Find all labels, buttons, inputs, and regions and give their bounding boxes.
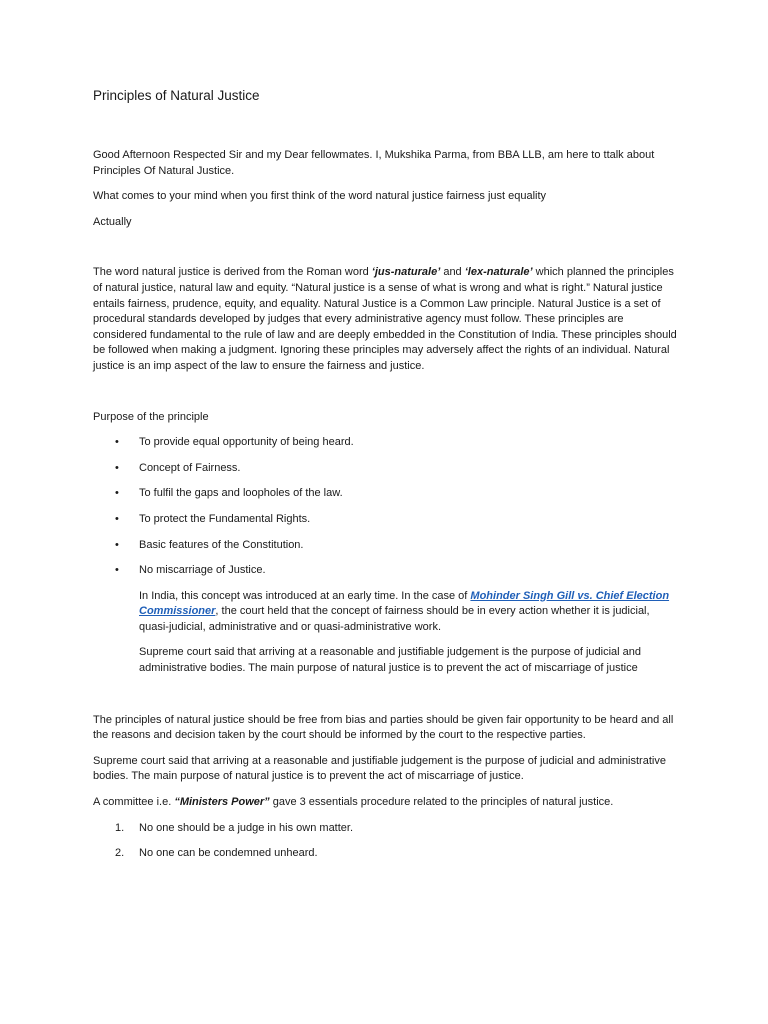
intro-paragraph: Good Afternoon Respected Sir and my Dear fellowmates. I, Mukshika Parma, from BBA LLB, am here to ttalk about Principles Of Natural Justice.: [93, 149, 655, 177]
derivation-text-start: The word natural justice is derived from the Roman word: [93, 266, 372, 279]
bias-paragraph: The principles of natural justice should be free from bias and parties should be given fair opportunity to be heard and all the reasons and decision taken by the court should be informed by the court to the respective parties.: [93, 713, 674, 742]
purpose-list: [93, 435, 678, 579]
question-paragraph: What comes to your mind when you first think of the word natural justice fairness just equality: [93, 190, 547, 203]
bullet-marker: •: [115, 461, 119, 474]
list-item: • To protect the Fundamental Rights.: [93, 512, 678, 528]
number-marker: 2.: [115, 847, 125, 860]
india-paragraph: [93, 589, 678, 636]
derivation-text-rest: which planned the principles of natural justice, natural law and equity. “Natural justice is a sense of what is wrong and what is right.” Natural justice entails fairness, prudence, equity, and equality. Natural Justice is a Common Law principle. Natural Justice is a set of procedural standards developed by judges that every administrative agency must follow. These principles are considered fundamental to the rule of law and are deeply embedded in the Constitution of India. These principles should be followed when making a judgment. Ignoring these principles may adversely affect the rights of an individual. Natural justice is an imp aspect of the law to ensure the fairness and justice.: [93, 266, 677, 372]
list-item: • No miscarriage of Justice.: [93, 563, 678, 579]
list-item: • To provide equal opportunity of being heard.: [93, 435, 678, 451]
list-item: • Basic features of the Constitution.: [93, 538, 678, 554]
india-text-rest: , the court held that the concept of fairness should be in every action whether it is judicial, quasi-judicial, administrative and or quasi-administrative work.: [139, 605, 650, 633]
document-title: Principles of Natural Justice: [93, 88, 260, 103]
list-item: • Concept of Fairness.: [93, 461, 678, 477]
supreme-court-indented-paragraph: Supreme court said that arriving at a reasonable and justifiable judgement is the purpose of judicial and administrative bodies. The main purpose of natural justice is to prevent the act of miscarriage of justice: [139, 646, 642, 675]
derivation-and: and: [440, 266, 465, 279]
bullet-marker: •: [115, 538, 119, 551]
committee-paragraph: [93, 795, 678, 811]
committee-text-rest: gave 3 essentials procedure related to the principles of natural justice.: [269, 796, 614, 809]
bullet-marker: •: [115, 512, 119, 525]
actually-paragraph: Actually: [93, 215, 132, 228]
bullet-marker: •: [115, 436, 119, 449]
essentials-list: [93, 821, 678, 862]
case-link[interactable]: Mohinder Singh Gill vs. Chief Election Commissioner: [139, 589, 670, 618]
india-text-start: In India, this concept was introduced at an early time. In the case of: [139, 589, 471, 602]
list-item: 1. No one should be a judge in his own matter.: [93, 821, 678, 837]
number-marker: 1.: [115, 821, 125, 834]
term-ministers-power: “Ministers Power”: [174, 796, 270, 809]
bullet-marker: •: [115, 487, 119, 500]
term-lex-naturale: ‘lex-naturale’: [464, 266, 533, 279]
bullet-marker: •: [115, 564, 119, 577]
document-page: [93, 86, 678, 872]
supreme-court-paragraph: Supreme court said that arriving at a reasonable and justifiable judgement is the purpose of judicial and administrative bodies. The main purpose of natural justice is to prevent the act of miscarriage of justice.: [93, 754, 666, 783]
term-jus-naturale: ‘jus-naturale’: [371, 266, 441, 279]
list-item: 2. No one can be condemned unheard.: [93, 846, 678, 862]
purpose-heading: Purpose of the principle: [93, 410, 209, 423]
committee-text-start: A committee i.e.: [93, 796, 175, 809]
list-item: • To fulfil the gaps and loopholes of the law.: [93, 486, 678, 502]
derivation-paragraph: [93, 265, 678, 374]
